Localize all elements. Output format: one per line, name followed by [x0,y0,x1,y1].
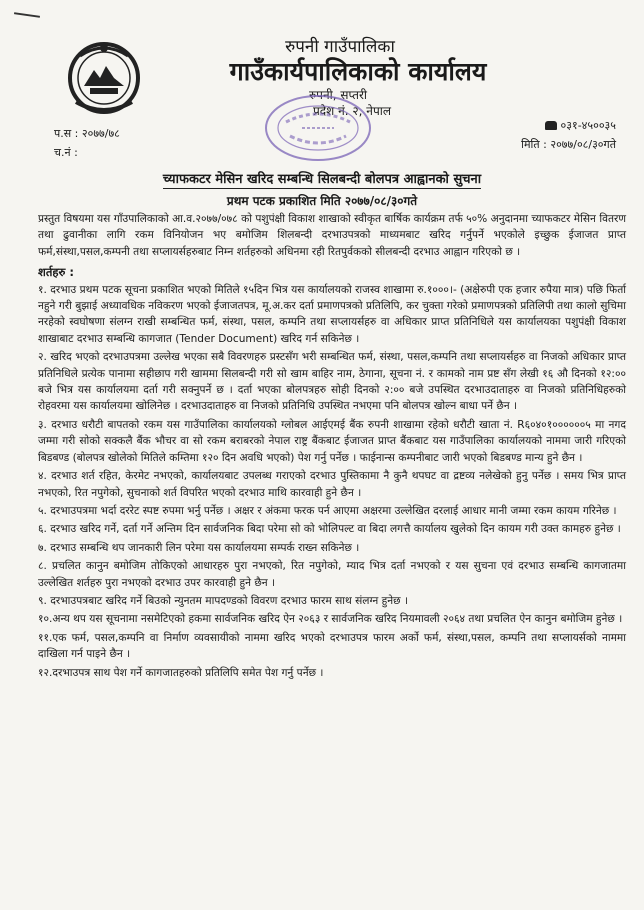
condition-item: ९. दरभाउपत्रबाट खरिद गर्ने बिउको न्युनतम मापदण्डको विवरण दरभाउ फारम साथ संलग्न हुनेछ । [38,594,408,607]
condition-item: ७. दरभाउ सम्बन्धि थप जानकारी लिन परेमा यस कार्यालयमा सम्पर्क राख्न सकिनेछ । [38,541,360,554]
conditions-heading: शर्तहरु : [38,265,74,280]
letter-date: मिति : २०७७/०८/३०गते [521,138,616,151]
intro-paragraph: प्रस्तुत विषयमा यस गाँउपालिकाको आ.व.२०७७/०७८ को पशुपंक्षी विकाश शाखाको स्वीकृत बार्षिक कार्यक्रम तर्फ ५०% अनुदानमा च्याफकटर मेसिन वितरण तथा ढुवानीका लागि रकम विनियोजन भए बमोजिम शिलबन्दी दरभाउपत्रको माध्यमबाट खरिद गर्नुपर्ने भएकोले इच्छुक ईजाजत प्राप्त फर्म,संस्था,पसल,कम्पनी तथा सप्लायर्सहरुबाट निम्न शर्तहरुको अधिनमा रही रितपुर्वकको सीलबन्दी दरभाउ आह्वान गरिएको छ । [38,213,626,258]
condition-item: २. खरिद भएको दरभाउपत्रमा उल्लेख भएका सबै विवरणहरु प्रस्टसँग भरी सम्बन्धित फर्म, संस्था, पसल,कम्पनि तथा सप्लायर्सहरु वा निजको अधिकार प्राप्त प्रतिनिधिले प्रत्येक पानामा सहीछाप गरी खाममा सिलबन्दी गरी सो खाम बाहिर नाम, ठेगाना, सूचना नं. र कामको नाम प्रष्ट सँग लेखी १६ औ दिनको १२:०० बजे भित्र यस कार्यालयमा दर्ता गरी सक्नुपर्ने छ । दर्ता भएका बोलपत्रहरु सोही दिनको २:०० बजे उपस्थित दरभाउदाताहरु वा निजको प्रतिनिधिहरुको रोहवरमा यस कार्यालयमा खोलिनेछ । दरभाउदाताहरु वा निजको प्रतिनिधि उपस्थित नभएमा पनि बोलपत्र खोल्न बाधा पर्ने छैन । [38,351,626,413]
corner-pen-mark [14,12,40,18]
phone-line [521,116,616,135]
condition-item: १२.दरभाउपत्र साथ पेश गर्ने कागजातहरुको प्रतिलिपि समेत पेश गर्नु पर्नेछ । [38,666,324,679]
phone-number: ०३१-४५००३५ [560,119,616,132]
condition-item: १. दरभाउ प्रथम पटक सूचना प्रकाशित भएको मितिले १५दिन भित्र यस कार्यालयको राजस्व शाखामा रु.१०००।- (अक्षेरुपी एक हजार रुपैया मात्र) पछि फिर्ता नहुने गरी बुझाई अध्यावधिक नविकरण भएको ईजाजतपत्र, मू.अ.कर दर्ता प्रमाणपत्रको प्रतिलिपि, कर चुक्ता गरेको प्रमाणपत्रको प्रतिलिपी तथा कालो सुचिमा नरहेको स्वघोषणा संलग्न राखी सम्बन्धित फर्म, संस्था, पसल, कम्पनि तथा सप्लायर्सहरु वा अधिकार प्राप्त प्रतिनिधिले यस कार्यालयका पशुपंक्षी विकाश शाखाबाट दरभाउ सम्बन्धि कागजात (Tender Document) खरिद गर्न सकिनेछ । [38,283,627,345]
condition-item: ५. दरभाउपत्रमा भर्दा दररेट स्पष्ट रुपमा भर्नु पर्नेछ । अक्षर र अंकमा फरक पर्न आएमा अक्षरमा उल्लेखित दरलाई आधार मानी जम्मा रकम कायम गरिनेछ । [38,504,617,517]
office-location: रुपनी, सप्तरी [308,88,368,102]
notice-subtitle: प्रथम पटक प्रकाशित मिति २०७७/०८/३०गते [226,194,418,208]
telephone-icon [545,121,557,130]
notice-title [0,169,644,187]
notice-body [38,211,626,683]
office-province: प्रदेश नं. २, नेपाल [312,104,392,118]
condition-item: ३. दरभाउ धरौटी बापतको रकम यस गाउँपालिका कार्यालयको ग्लोबल आईएमई बैंक रुपनी शाखामा रहेको धरौटी खाता नं. R६०४०१००००००५ मा नगद जम्मा गरी सोको सक्कलै बैंक भौचर वा सो रकम बराबरको नेपाल राष्ट्र बैंकबाट ईजाजत प्राप्त बैंकबाट यस गाउँपालिका कार्यालयको नाममा जारी गरिएको बिडबण्ड (बोलपत्र खोलेको मितिले कम्तिमा १२० दिन अवधि भएको) पेश गर्नु पर्नेछ । फाईनान्स कम्पनीबाट जारी भएको बिडबण्ड मान्य हुने छैन । [38,418,626,464]
condition-item: १०.अन्य थप यस सूचनामा नसमेटिएको हकमा सार्वजनिक खरिद ऐन २०६३ र सार्वजनिक खरिद नियमावली २०६४ तथा प्रचलित ऐन कानुन बमोजिम हुनेछ । [38,613,623,626]
notice-title-text: च्याफकटर मेसिन खरिद सम्बन्धि सिलबन्दी बोलपत्र आह्वानको सुचना [162,172,482,187]
office-name: गाउँकार्यपालिकाको कार्यालय [229,57,487,86]
reference-block [54,124,120,162]
condition-item: ११.एक फर्म, पसल,कम्पनि वा निर्माण व्यवसायीको नाममा खरिद भएको दरभाउपत्र फारम अर्को फर्म, संस्था,पसल, कम्पनि तथा सप्लायर्सको नाममा दाखिला गर्न पाइने छैन । [38,631,626,661]
condition-item: ८. प्रचलित कानुन बमोजिम तोकिएको आधारहरु पुरा नभएको, रित नपुगेको, म्याद भित्र दर्ता नभएको र यस सुचना एवं दरभाउ सम्बन्धि कागजातमा उल्लेखित शर्तहरु पुरा नभएको दरभाउ उपर कारवाही हुने छैन । [38,560,626,589]
contact-date-block [521,116,616,154]
reference-number: प.स : २०७७/७८ [54,127,120,140]
municipality-name: रुपनी गाउँपालिका [285,37,395,57]
office-seal-stamp-icon [262,92,374,164]
condition-item: ४. दरभाउ शर्त रहित, केरमेट नभएको, कार्यालयबाट उपलब्ध गराएको दरभाउ पुस्तिकामा नै कुनै थपघट वा द्रष्टव्य नलेखेको हुनु पर्नेछ । समय भित्र प्राप्त नभएको, रित नपुगेको, सुचनाको शर्त विपरित भएको दरभाउ माथि कारवाही हुने छैन । [38,470,626,499]
dispatch-number: च.नं : [54,146,78,159]
condition-item: ६. दरभाउ खरिद गर्ने, दर्ता गर्ने अन्तिम दिन सार्वजनिक बिदा परेमा सो को भोलिपल्ट वा बिदा लगत्तै कार्यालय खुलेको दिन कायम गरी उक्त कामहरु हुनेछ । [38,523,621,536]
